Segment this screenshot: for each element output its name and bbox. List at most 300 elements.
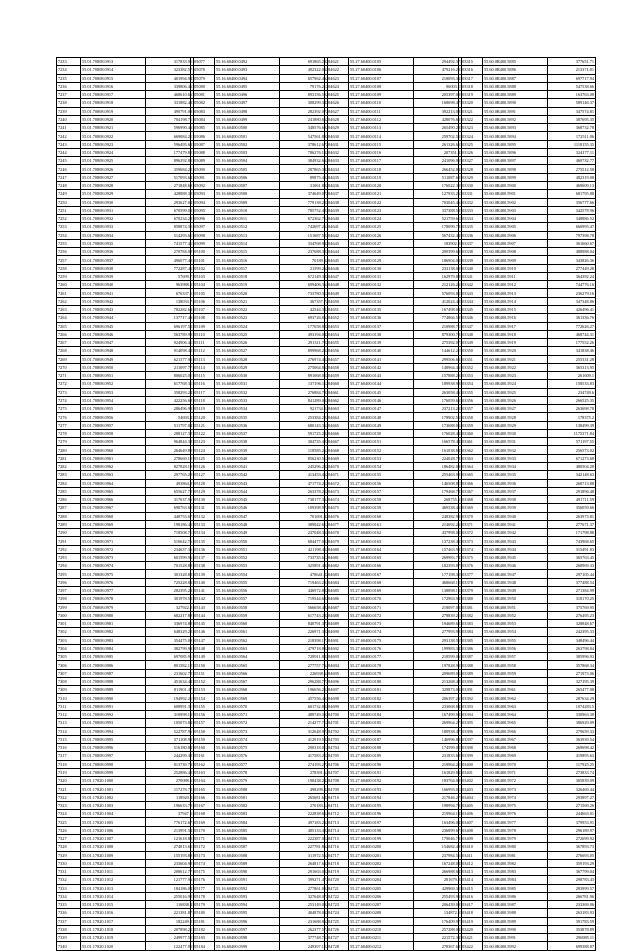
row-id: 284632: [325, 148, 349, 156]
row-id: 284727: [325, 934, 349, 942]
table-row: [459, 91, 596, 99]
table-row: [325, 165, 462, 173]
amount: 304735.42: [280, 438, 328, 446]
row-id: 7328: [57, 843, 81, 851]
table-row: [191, 124, 328, 132]
account-code: 55.60.0R400.5890: [483, 99, 548, 107]
table-row: [57, 884, 194, 892]
ledger-table-4: [458, 57, 596, 951]
account-code: 55.01.70808.0997: [81, 752, 146, 760]
table-row: [325, 653, 462, 661]
account-code: 55.01.70808.0990: [81, 694, 146, 702]
row-id: 303367: [459, 487, 483, 495]
row-id: 303359: [459, 421, 483, 429]
ledger-block-1: [56, 57, 192, 949]
row-id: 7249: [57, 190, 81, 198]
amount: 412919.58: [280, 735, 328, 743]
amount: 255463.99: [414, 471, 462, 479]
account-code: 55.60.0R400.5992: [483, 942, 548, 950]
amount: 703045.46: [414, 198, 462, 206]
amount: 199983.34: [414, 644, 462, 652]
table-row: [459, 851, 596, 859]
row-id: 105176: [191, 876, 215, 884]
table-row: [57, 421, 194, 429]
amount: 167499.93: [414, 710, 462, 718]
row-id: 7299: [57, 603, 81, 611]
account-code: 55.27.60400.0191: [349, 768, 414, 776]
table-row: [459, 801, 596, 809]
amount: 176022.39: [414, 181, 462, 189]
table-row: [191, 512, 328, 520]
account-code: 55.01.17820.1017: [81, 917, 146, 925]
row-id: 7260: [57, 281, 81, 289]
table-row: [325, 429, 462, 437]
table-row: [459, 446, 596, 454]
amount: 186482.09: [414, 463, 462, 471]
table-row: [57, 653, 194, 661]
row-id: 105125: [191, 454, 215, 462]
row-id: 284708: [325, 777, 349, 785]
row-id: 105182: [191, 925, 215, 933]
row-id: 105114: [191, 363, 215, 371]
row-id: 303417: [459, 901, 483, 909]
table-row: [325, 909, 462, 917]
amount: 342148.63: [548, 471, 596, 479]
table-row: [325, 421, 462, 429]
row-id: 105132: [191, 512, 215, 520]
table-row: [325, 636, 462, 644]
row-id: 284698: [325, 694, 349, 702]
row-id: 303374: [459, 545, 483, 553]
amount: 488988.04: [548, 248, 596, 256]
account-code: 55.27.60400.0151: [349, 438, 414, 446]
row-id: 303402: [459, 777, 483, 785]
amount: 469609.13: [548, 181, 596, 189]
amount: 162979.88: [414, 272, 462, 280]
account-code: 55.01.70808.0993: [81, 719, 146, 727]
account-code: 55.01.70808.0967: [81, 504, 146, 512]
table-row: [191, 942, 328, 950]
row-id: 7240: [57, 115, 81, 123]
row-id: 7322: [57, 793, 81, 801]
account-code: 55.60.0R400.5887: [483, 74, 548, 82]
row-id: 7332: [57, 876, 81, 884]
row-id: 303378: [459, 578, 483, 586]
row-id: 284718: [325, 859, 349, 867]
amount: 468668.18: [414, 578, 462, 586]
table-row: [57, 777, 194, 785]
account-code: 55.60.0R400.5985: [483, 884, 548, 892]
row-id: 7337: [57, 917, 81, 925]
row-id: 284630: [325, 132, 349, 140]
table-row: [325, 768, 462, 776]
row-id: 303373: [459, 537, 483, 545]
row-id: 284647: [325, 272, 349, 280]
account-code: 55.60.0R400.5975: [483, 801, 548, 809]
table-row: [325, 487, 462, 495]
account-code: 55.16.60400.0539: [215, 446, 280, 454]
table-row: [459, 281, 596, 289]
row-id: 284648: [325, 281, 349, 289]
amount: 353878.89: [548, 925, 596, 933]
row-id: 7302: [57, 628, 81, 636]
row-id: 105164: [191, 777, 215, 785]
table-row: [325, 859, 462, 867]
account-code: 55.01.70808.0960: [81, 446, 146, 454]
amount: 547538.66: [548, 82, 596, 90]
amount: 137717.43: [146, 314, 194, 322]
table-row: [191, 529, 328, 537]
account-code: 55.01.70808.0945: [81, 322, 146, 330]
account-code: 55.27.60400.0105: [349, 58, 414, 66]
account-code: 55.27.60400.0173: [349, 620, 414, 628]
row-id: 105127: [191, 471, 215, 479]
account-code: 55.16.60400.0593: [215, 892, 280, 900]
account-code: 55.16.60400.0569: [215, 694, 280, 702]
amount: 178902.55: [414, 413, 462, 421]
account-code: 55.16.60400.0599: [215, 942, 280, 950]
row-id: 105085: [191, 124, 215, 132]
row-id: 7292: [57, 545, 81, 553]
amount: 176409.97: [414, 917, 462, 925]
amount: 237048.36: [280, 529, 328, 537]
table-row: [325, 330, 462, 338]
amount: 37947.5: [146, 810, 194, 818]
row-id: 105081: [191, 91, 215, 99]
account-code: 55.01.70808.0941: [81, 289, 146, 297]
account-code: 55.27.60400.0129: [349, 256, 414, 264]
row-id: 7289: [57, 520, 81, 528]
row-id: 303335: [459, 223, 483, 231]
table-row: [459, 223, 596, 231]
account-code: 55.16.60400.0572: [215, 719, 280, 727]
amount: 283999.57: [548, 884, 596, 892]
account-code: 55.01.70808.0976: [81, 578, 146, 586]
table-row: [459, 859, 596, 867]
amount: 921734.5: [280, 405, 328, 413]
row-id: 303384: [459, 628, 483, 636]
row-id: 7314: [57, 727, 81, 735]
table-row: [325, 686, 462, 694]
account-code: 55.60.0R400.5936: [483, 479, 548, 487]
amount: 194992.21: [146, 694, 194, 702]
table-row: [459, 487, 596, 495]
row-id: 303388: [459, 661, 483, 669]
row-id: 7307: [57, 669, 81, 677]
table-row: [57, 793, 194, 801]
amount: 471774.21: [280, 479, 328, 487]
account-code: 55.60.0R400.5952: [483, 611, 548, 619]
amount: 196633.70: [146, 801, 194, 809]
table-row: [57, 735, 194, 743]
amount: 457556.45: [280, 694, 328, 702]
amount: 275512.58: [548, 165, 596, 173]
account-code: 55.16.60400.0575: [215, 744, 280, 752]
amount: 361336.76: [548, 314, 596, 322]
row-id: 7278: [57, 429, 81, 437]
table-row: [459, 363, 596, 371]
account-code: 55.16.60400.0543: [215, 479, 280, 487]
account-code: 55.60.0R400.5983: [483, 868, 548, 876]
table-row: [191, 520, 328, 528]
table-row: [191, 570, 328, 578]
amount: 517093.64: [146, 173, 194, 181]
amount: 293897.27: [548, 793, 596, 801]
table-row: [459, 198, 596, 206]
row-id: 105121: [191, 421, 215, 429]
account-code: 55.16.60400.0525: [215, 330, 280, 338]
table-row: [325, 148, 462, 156]
account-code: 55.60.0R400.5898: [483, 165, 548, 173]
amount: 271973.06: [548, 669, 596, 677]
amount: 154682.49: [414, 843, 462, 851]
row-id: 284624: [325, 82, 349, 90]
row-id: 303421: [459, 934, 483, 942]
table-row: [325, 570, 462, 578]
table-row: [325, 752, 462, 760]
table-row: [459, 760, 596, 768]
row-id: 284678: [325, 529, 349, 537]
row-id: 303372: [459, 529, 483, 537]
row-id: 284723: [325, 901, 349, 909]
table-row: [459, 710, 596, 718]
table-row: [57, 82, 194, 90]
table-row: [325, 471, 462, 479]
row-id: 105137: [191, 553, 215, 561]
table-row: [325, 851, 462, 859]
table-row: [325, 644, 462, 652]
amount: 276693.05: [548, 851, 596, 859]
amount: 856230.51: [280, 454, 328, 462]
row-id: 284720: [325, 876, 349, 884]
table-row: [325, 157, 462, 165]
row-id: 7234: [57, 66, 81, 74]
account-code: 55.27.60400.0118: [349, 165, 414, 173]
row-id: 7245: [57, 157, 81, 165]
account-code: 55.16.60400.0541: [215, 463, 280, 471]
table-row: [191, 719, 328, 727]
table-row: [57, 826, 194, 834]
amount: 324177.11: [548, 148, 596, 156]
table-row: [459, 587, 596, 595]
account-code: 55.16.60400.0547: [215, 512, 280, 520]
row-id: 303362: [459, 446, 483, 454]
amount: 262377.57: [280, 925, 328, 933]
account-code: 55.27.60400.0184: [349, 710, 414, 718]
account-code: 55.01.70808.0924: [81, 148, 146, 156]
amount: 601599.96: [146, 553, 194, 561]
amount: 233604.98: [146, 859, 194, 867]
row-id: 284645: [325, 256, 349, 264]
amount: 296288.77: [280, 677, 328, 685]
account-code: 55.16.60400.0508: [215, 190, 280, 198]
account-code: 55.16.60400.0542: [215, 471, 280, 479]
table-row: [459, 826, 596, 834]
amount: 699406.36: [280, 281, 328, 289]
account-code: 55.27.60400.0165: [349, 553, 414, 561]
table-row: [191, 694, 328, 702]
table-row: [459, 471, 596, 479]
account-code: 55.01.70808.0922: [81, 132, 146, 140]
table-row: [459, 429, 596, 437]
row-id: 7320: [57, 777, 81, 785]
account-code: 55.16.60400.0550: [215, 537, 280, 545]
row-id: 284631: [325, 140, 349, 148]
row-id: 303408: [459, 826, 483, 834]
table-row: [191, 826, 328, 834]
account-code: 55.27.60400.0195: [349, 801, 414, 809]
account-code: 55.01.70808.0971: [81, 537, 146, 545]
table-row: [57, 578, 194, 586]
row-id: 7301: [57, 620, 81, 628]
row-id: 105172: [191, 843, 215, 851]
account-code: 55.27.60400.0180: [349, 677, 414, 685]
account-code: 55.01.17820.1014: [81, 892, 146, 900]
account-code: 55.27.60400.0112: [349, 115, 414, 123]
row-id: 105142: [191, 595, 215, 603]
amount: 337388.53: [414, 206, 462, 214]
table-row: [191, 463, 328, 471]
amount: 278391.6: [280, 768, 328, 776]
row-id: 7309: [57, 686, 81, 694]
table-row: [191, 876, 328, 884]
account-code: 55.27.60400.0203: [349, 868, 414, 876]
row-id: 105183: [191, 934, 215, 942]
amount: 879300.78: [414, 330, 462, 338]
account-code: 55.01.70808.0923: [81, 140, 146, 148]
account-code: 55.60.0R400.5989: [483, 917, 548, 925]
account-code: 55.16.60400.0588: [215, 851, 280, 859]
amount: 377488.54: [548, 578, 596, 586]
amount: 377651.71: [548, 58, 596, 66]
amount: 367893.73: [548, 843, 596, 851]
account-code: 55.27.60400.0133: [349, 289, 414, 297]
amount: 297105.44: [548, 570, 596, 578]
amount: 367799.04: [548, 868, 596, 876]
table-row: [325, 297, 462, 305]
row-id: 284672: [325, 479, 349, 487]
account-code: 55.60.0R400.5945: [483, 553, 548, 561]
table-row: [325, 727, 462, 735]
table-row: [191, 735, 328, 743]
amount: 218599.06: [414, 653, 462, 661]
row-id: 284642: [325, 231, 349, 239]
row-id: 303315: [459, 58, 483, 66]
row-id: 303337: [459, 239, 483, 247]
row-id: 7310: [57, 694, 81, 702]
amount: 270183.1: [280, 801, 328, 809]
row-id: 7264: [57, 314, 81, 322]
table-row: [57, 124, 194, 132]
amount: 272699.92: [548, 834, 596, 842]
table-row: [191, 578, 328, 586]
account-code: 55.60.0R400.5913: [483, 289, 548, 297]
account-code: 55.01.70808.0942: [81, 297, 146, 305]
amount: 924906.41: [146, 339, 194, 347]
amount: 96003.1: [414, 82, 462, 90]
table-row: [325, 396, 462, 404]
account-code: 55.01.17820.1011: [81, 868, 146, 876]
row-id: 105102: [191, 264, 215, 272]
table-row: [459, 405, 596, 413]
account-code: 55.60.0R400.5987: [483, 901, 548, 909]
table-row: [459, 82, 596, 90]
row-id: 105094: [191, 198, 215, 206]
account-code: 55.60.0R400.5928: [483, 413, 548, 421]
row-id: 303358: [459, 413, 483, 421]
amount: 387695.35: [548, 115, 596, 123]
row-id: 105106: [191, 297, 215, 305]
amount: 218964.25: [414, 760, 462, 768]
account-code: 55.60.0R400.5958: [483, 661, 548, 669]
table-row: [325, 545, 462, 553]
account-code: 55.27.60400.0113: [349, 124, 414, 132]
table-row: [57, 603, 194, 611]
account-code: 55.60.0R400.5896: [483, 148, 548, 156]
account-code: 55.16.60400.0506: [215, 173, 280, 181]
table-row: [191, 834, 328, 842]
row-id: 105140: [191, 578, 215, 586]
table-row: [191, 653, 328, 661]
account-code: 55.60.0R400.5961: [483, 686, 548, 694]
row-id: 105118: [191, 396, 215, 404]
table-row: [325, 553, 462, 561]
amount: 511087.62: [414, 173, 462, 181]
amount: 268969.33: [548, 562, 596, 570]
account-code: 55.27.60400.0193: [349, 785, 414, 793]
table-row: [459, 132, 596, 140]
row-id: 284653: [325, 322, 349, 330]
amount: 326469.44: [548, 785, 596, 793]
row-id: 303414: [459, 876, 483, 884]
amount: 417583.25: [280, 752, 328, 760]
row-id: 284661: [325, 388, 349, 396]
account-code: 55.16.60400.0555: [215, 578, 280, 586]
row-id: 284680: [325, 545, 349, 553]
table-row: [191, 181, 328, 189]
account-code: 55.60.0R400.5922: [483, 363, 548, 371]
amount: 186904.03: [414, 256, 462, 264]
row-id: 105134: [191, 529, 215, 537]
amount: 207898.25: [146, 925, 194, 933]
amount: 269964.27: [414, 719, 462, 727]
amount: 176059.65: [414, 396, 462, 404]
amount: 774866.59: [414, 314, 462, 322]
account-code: 55.27.60400.0177: [349, 653, 414, 661]
row-id: 284668: [325, 446, 349, 454]
table-row: [325, 339, 462, 347]
account-code: 55.27.60400.0114: [349, 132, 414, 140]
row-id: 284717: [325, 851, 349, 859]
row-id: 303353: [459, 372, 483, 380]
amount: 217846.27: [414, 793, 462, 801]
amount: 218097.03: [414, 603, 462, 611]
account-code: 55.16.60400.0521: [215, 297, 280, 305]
amount: 138033.7: [146, 297, 194, 305]
table-row: [325, 760, 462, 768]
table-row: [325, 388, 462, 396]
row-id: 303404: [459, 793, 483, 801]
table-row: [459, 99, 596, 107]
amount: 547561.89: [280, 132, 328, 140]
amount: 491711.59: [548, 496, 596, 504]
table-row: [57, 661, 194, 669]
table-row: [57, 719, 194, 727]
row-id: 7248: [57, 181, 81, 189]
row-id: 303391: [459, 686, 483, 694]
row-id: 303320: [459, 99, 483, 107]
row-id: 7284: [57, 479, 81, 487]
